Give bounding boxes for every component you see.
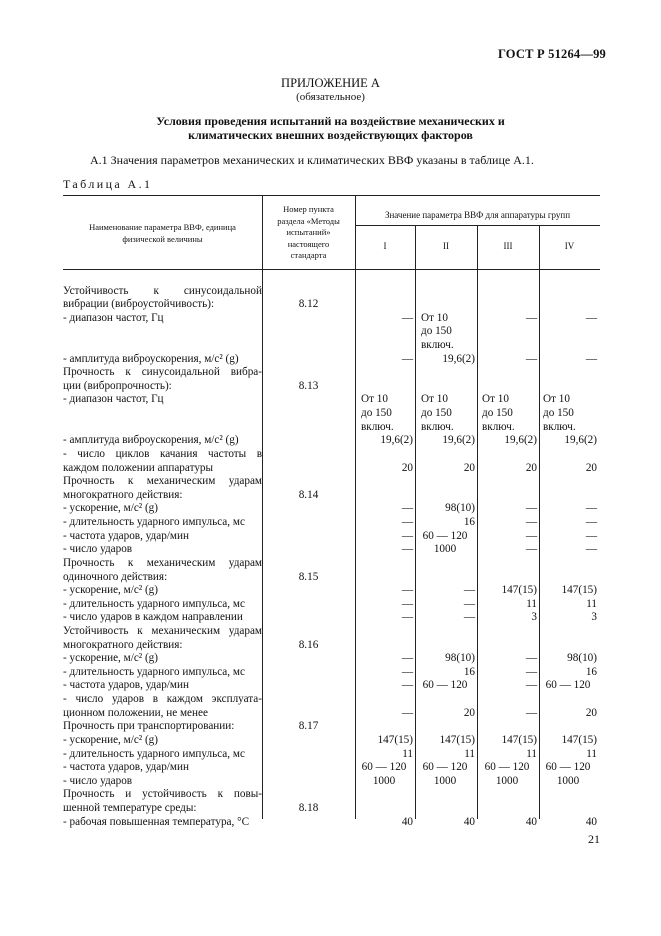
group-3-value-cell: включ. xyxy=(482,420,515,433)
header-groups-title: Значение параметра ВВФ для аппаратуры групп xyxy=(384,210,571,220)
table-row xyxy=(63,639,600,653)
group-4-value-cell: 60 — 120 xyxy=(545,761,591,774)
group-1-value-cell: 60 — 120 xyxy=(361,761,407,774)
group-4-value-cell: — xyxy=(585,516,597,529)
parameter-name-cell: - ускорение, м/с² (g) xyxy=(63,733,158,746)
group-1-value-cell: — xyxy=(401,529,413,542)
header-text: Наименование параметра ВВФ, единица xyxy=(89,222,236,232)
group-4-value-cell: — xyxy=(585,311,597,324)
header-text: испытаний» xyxy=(286,227,331,237)
group-1-value-cell: — xyxy=(401,652,413,665)
group-1-value-cell: включ. xyxy=(361,420,394,433)
group-2-value-cell: — xyxy=(463,584,475,597)
group-1-value-cell: — xyxy=(401,352,413,365)
table-row xyxy=(63,775,600,789)
header-text: стандарта xyxy=(290,250,327,260)
parameter-name-cell: ции (вибропрочность): xyxy=(63,379,172,392)
table-row xyxy=(63,393,600,407)
group-3-value-cell: 19,6(2) xyxy=(504,434,537,447)
item-number-cell: 8.12 xyxy=(298,298,319,311)
table-row xyxy=(63,557,600,571)
group-1-value-cell: 147(15) xyxy=(377,733,413,746)
group-1-value-cell: — xyxy=(401,611,413,624)
group-2-value-cell: 98(10) xyxy=(445,652,475,665)
group-3-value-cell: — xyxy=(525,706,537,719)
group-4-value-cell: 147(15) xyxy=(561,733,597,746)
group-3-value-cell: — xyxy=(525,502,537,515)
header-text: раздела «Методы xyxy=(277,215,340,226)
group-2-value-cell: включ. xyxy=(421,338,454,351)
table-row xyxy=(63,543,600,557)
table-row xyxy=(63,312,600,326)
parameter-name-cell: шенной температуре среды: xyxy=(63,802,197,815)
table-row xyxy=(63,530,600,544)
table-row xyxy=(63,571,600,585)
page-number: 21 xyxy=(588,832,600,846)
group-1-value-cell: — xyxy=(401,679,413,692)
group-1-value-cell: — xyxy=(401,706,413,719)
appendix-subtitle: (обязательное) xyxy=(296,91,365,103)
table-row xyxy=(63,462,600,476)
group-4-value-cell: — xyxy=(585,529,597,542)
item-number-cell: 8.13 xyxy=(298,379,319,392)
group-2-value-cell: — xyxy=(463,611,475,624)
item-number-cell: 8.15 xyxy=(298,570,319,583)
group-2-value-cell: 60 — 120 xyxy=(422,529,468,542)
table-row xyxy=(63,720,600,734)
header-text: Номер пункта xyxy=(283,204,334,214)
group-3-value-cell: — xyxy=(525,679,537,692)
table-row xyxy=(63,434,600,448)
group-3-value-cell: 11 xyxy=(526,597,537,610)
group-4-value-cell: 1000 xyxy=(556,774,580,787)
group-2-value-cell: до 150 xyxy=(421,407,452,420)
table-row xyxy=(63,611,600,625)
group-2-value-cell: 16 xyxy=(463,665,475,678)
group-2-value-cell: 1000 xyxy=(433,774,457,787)
group-3-value-cell: — xyxy=(525,529,537,542)
header-group-3: III xyxy=(503,241,513,251)
table-row xyxy=(63,652,600,666)
table-row xyxy=(63,448,600,462)
group-3-value-cell: — xyxy=(525,516,537,529)
group-3-value-cell: От 10 xyxy=(482,393,509,406)
header-group-2: II xyxy=(443,241,449,251)
group-2-value-cell: От 10 xyxy=(421,311,448,324)
heading-line-2: климатических внешних воздействующих факторов xyxy=(188,128,473,142)
table-row xyxy=(63,816,600,830)
header-item-number xyxy=(262,204,355,262)
group-4-value-cell: 60 — 120 xyxy=(545,679,591,692)
group-1-value-cell: 1000 xyxy=(372,774,396,787)
group-1-value-cell: — xyxy=(401,543,413,556)
group-3-value-cell: 60 — 120 xyxy=(484,761,530,774)
group-2-value-cell: 19,6(2) xyxy=(442,352,475,365)
table-row xyxy=(63,407,600,421)
parameter-name-cell: Прочность к синусоидальной вибра- xyxy=(63,366,262,379)
group-1-value-cell: — xyxy=(401,516,413,529)
parameter-name-cell: Прочность к механическим ударам xyxy=(63,556,262,569)
group-1-value-cell: — xyxy=(401,584,413,597)
group-3-value-cell: — xyxy=(525,665,537,678)
parameter-name-cell: многократного действия: xyxy=(63,488,183,501)
group-4-value-cell: включ. xyxy=(543,420,576,433)
group-2-value-cell: 11 xyxy=(464,747,475,760)
table-row xyxy=(63,625,600,639)
group-3-value-cell: — xyxy=(525,543,537,556)
appendix-heading xyxy=(0,114,661,142)
group-4-value-cell: до 150 xyxy=(543,407,574,420)
table-row xyxy=(63,380,600,394)
parameter-name-cell: - диапазон частот, Гц xyxy=(63,393,164,406)
group-1-value-cell: 40 xyxy=(401,815,413,828)
group-1-value-cell: до 150 xyxy=(361,407,392,420)
group-2-value-cell: 147(15) xyxy=(439,733,475,746)
parameter-name-cell: - число ударов в каждом эксплуата- xyxy=(63,693,262,706)
group-3-value-cell: 20 xyxy=(525,461,537,474)
group-3-value-cell: 11 xyxy=(526,747,537,760)
group-2-value-cell: — xyxy=(463,597,475,610)
group-2-value-cell: От 10 xyxy=(421,393,448,406)
group-4-value-cell: — xyxy=(585,502,597,515)
table-row xyxy=(63,475,600,489)
group-4-value-cell: 40 xyxy=(585,815,597,828)
parameter-name-cell: - ускорение, м/с² (g) xyxy=(63,584,158,597)
table-row xyxy=(63,734,600,748)
parameter-name-cell: - ускорение, м/с² (g) xyxy=(63,652,158,665)
group-2-value-cell: 19,6(2) xyxy=(442,434,475,447)
table-row xyxy=(63,584,600,598)
group-1-value-cell: — xyxy=(401,311,413,324)
group-1-value-cell: — xyxy=(401,597,413,610)
group-3-value-cell: до 150 xyxy=(482,407,513,420)
appendix-title: ПРИЛОЖЕНИЕ А xyxy=(281,76,380,90)
group-1-value-cell: — xyxy=(401,665,413,678)
header-group-1: I xyxy=(383,241,387,251)
parameter-name-cell: Устойчивость к механическим ударам xyxy=(63,625,262,637)
parameter-name-cell: - число ударов xyxy=(63,774,133,787)
parameter-name-cell: - амплитуда виброускорения, м/с² (g) xyxy=(63,352,239,365)
group-2-value-cell: 60 — 120 xyxy=(422,679,468,692)
parameter-name-cell: - длительность ударного импульса, мс xyxy=(63,747,245,760)
parameter-name-cell: Прочность при транспортировании: xyxy=(63,720,235,733)
group-2-value-cell: 16 xyxy=(463,516,475,529)
group-2-value-cell: включ. xyxy=(421,420,454,433)
item-number-cell: 8.17 xyxy=(298,720,319,733)
parameter-name-cell: одиночного действия: xyxy=(63,570,168,583)
group-1-value-cell: 11 xyxy=(402,747,413,760)
group-4-value-cell: — xyxy=(585,352,597,365)
group-2-value-cell: 1000 xyxy=(433,543,457,556)
table-row xyxy=(63,353,600,367)
group-4-value-cell: 20 xyxy=(585,706,597,719)
table-row xyxy=(63,707,600,721)
group-3-value-cell: 1000 xyxy=(495,774,519,787)
group-1-value-cell: 19,6(2) xyxy=(380,434,413,447)
parameter-name-cell: - диапазон частот, Гц xyxy=(63,311,164,324)
parameter-name-cell: многократного действия: xyxy=(63,638,183,651)
table-top-border xyxy=(63,195,600,196)
group-4-value-cell: 19,6(2) xyxy=(564,434,597,447)
group-4-value-cell: От 10 xyxy=(543,393,570,406)
group-4-value-cell: 20 xyxy=(585,461,597,474)
parameter-name-cell: - число ударов в каждом направлении xyxy=(63,611,243,624)
item-number-cell: 8.16 xyxy=(298,638,319,651)
table-row xyxy=(63,298,600,312)
table-row xyxy=(63,516,600,530)
parameter-name-cell: - рабочая повышенная температура, °С xyxy=(63,815,250,828)
group-2-value-cell: 20 xyxy=(463,461,475,474)
group-2-value-cell: до 150 xyxy=(421,325,452,338)
table-row xyxy=(63,802,600,816)
table-row xyxy=(63,788,600,802)
table-row xyxy=(63,339,600,353)
group-2-value-cell: 98(10) xyxy=(445,502,475,515)
group-3-value-cell: — xyxy=(525,352,537,365)
parameter-name-cell: - амплитуда виброускорения, м/с² (g) xyxy=(63,434,239,447)
group-4-value-cell: 11 xyxy=(586,747,597,760)
header-text: физической величины xyxy=(122,233,203,244)
group-4-value-cell: — xyxy=(585,543,597,556)
group-1-value-cell: От 10 xyxy=(361,393,388,406)
item-number-cell: 8.14 xyxy=(298,488,319,501)
table-row xyxy=(63,366,600,380)
standard-number: ГОСТ Р 51264—99 xyxy=(497,47,606,61)
group-2-value-cell: 60 — 120 xyxy=(422,761,468,774)
group-2-value-cell: 20 xyxy=(463,706,475,719)
parameters-table xyxy=(63,195,600,828)
parameter-name-cell: Прочность к механическим ударам xyxy=(63,475,262,488)
group-4-value-cell: 16 xyxy=(585,665,597,678)
table-caption: Таблица А.1 xyxy=(63,177,153,191)
parameter-name-cell: - длительность ударного импульса, мс xyxy=(63,597,245,610)
group-1-value-cell: — xyxy=(401,502,413,515)
header-text: настоящего xyxy=(287,238,330,249)
parameter-name-cell: вибрации (виброустойчивость): xyxy=(63,298,215,311)
group-3-value-cell: — xyxy=(525,311,537,324)
header-bottom-border xyxy=(63,269,600,270)
parameter-name-cell: - ускорение, м/с² (g) xyxy=(63,502,158,515)
table-row xyxy=(63,489,600,503)
heading-line-1: Условия проведения испытаний на воздействие механических и xyxy=(156,114,505,128)
group-3-value-cell: — xyxy=(525,652,537,665)
table-row xyxy=(63,285,600,299)
group-3-value-cell: 147(15) xyxy=(501,733,537,746)
table-row xyxy=(63,666,600,680)
parameter-name-cell: - длительность ударного импульса, мс xyxy=(63,516,245,529)
parameter-name-cell: - длительность ударного импульса, мс xyxy=(63,665,245,678)
table-row xyxy=(63,325,600,339)
parameter-name-cell: Прочность и устойчивость к повы- xyxy=(63,788,262,801)
table-row xyxy=(63,761,600,775)
group-4-value-cell: 147(15) xyxy=(561,584,597,597)
group-2-value-cell: 40 xyxy=(463,815,475,828)
group-4-value-cell: 98(10) xyxy=(567,652,597,665)
parameter-name-cell: - частота ударов, удар/мин xyxy=(63,529,189,542)
header-group-4: IV xyxy=(564,241,575,251)
parameter-name-cell: ционном положении, не менее xyxy=(63,706,208,719)
parameter-name-cell: - число циклов качания частоты в xyxy=(63,447,262,460)
group-4-value-cell: 11 xyxy=(586,597,597,610)
parameter-name-cell: Устойчивость к синусоидальной xyxy=(63,284,262,297)
group-3-value-cell: 147(15) xyxy=(501,584,537,597)
parameter-name-cell: каждом положении аппаратуры xyxy=(63,461,214,474)
group-3-value-cell: 40 xyxy=(525,815,537,828)
parameter-name-cell: - частота ударов, удар/мин xyxy=(63,761,189,774)
group-1-value-cell: 20 xyxy=(401,461,413,474)
table-row xyxy=(63,598,600,612)
header-parameter-name xyxy=(63,222,262,245)
table-row xyxy=(63,502,600,516)
table-row xyxy=(63,421,600,435)
parameter-name-cell: - частота ударов, удар/мин xyxy=(63,679,189,692)
parameter-name-cell: - число ударов xyxy=(63,543,133,556)
table-row xyxy=(63,693,600,707)
group-4-value-cell: 3 xyxy=(591,611,597,624)
item-number-cell: 8.18 xyxy=(298,802,319,815)
table-row xyxy=(63,748,600,762)
table-row xyxy=(63,679,600,693)
intro-paragraph: А.1 Значения параметров механических и климатических ВВФ указаны в таблице А.1. xyxy=(90,153,534,167)
group-3-value-cell: 3 xyxy=(531,611,537,624)
